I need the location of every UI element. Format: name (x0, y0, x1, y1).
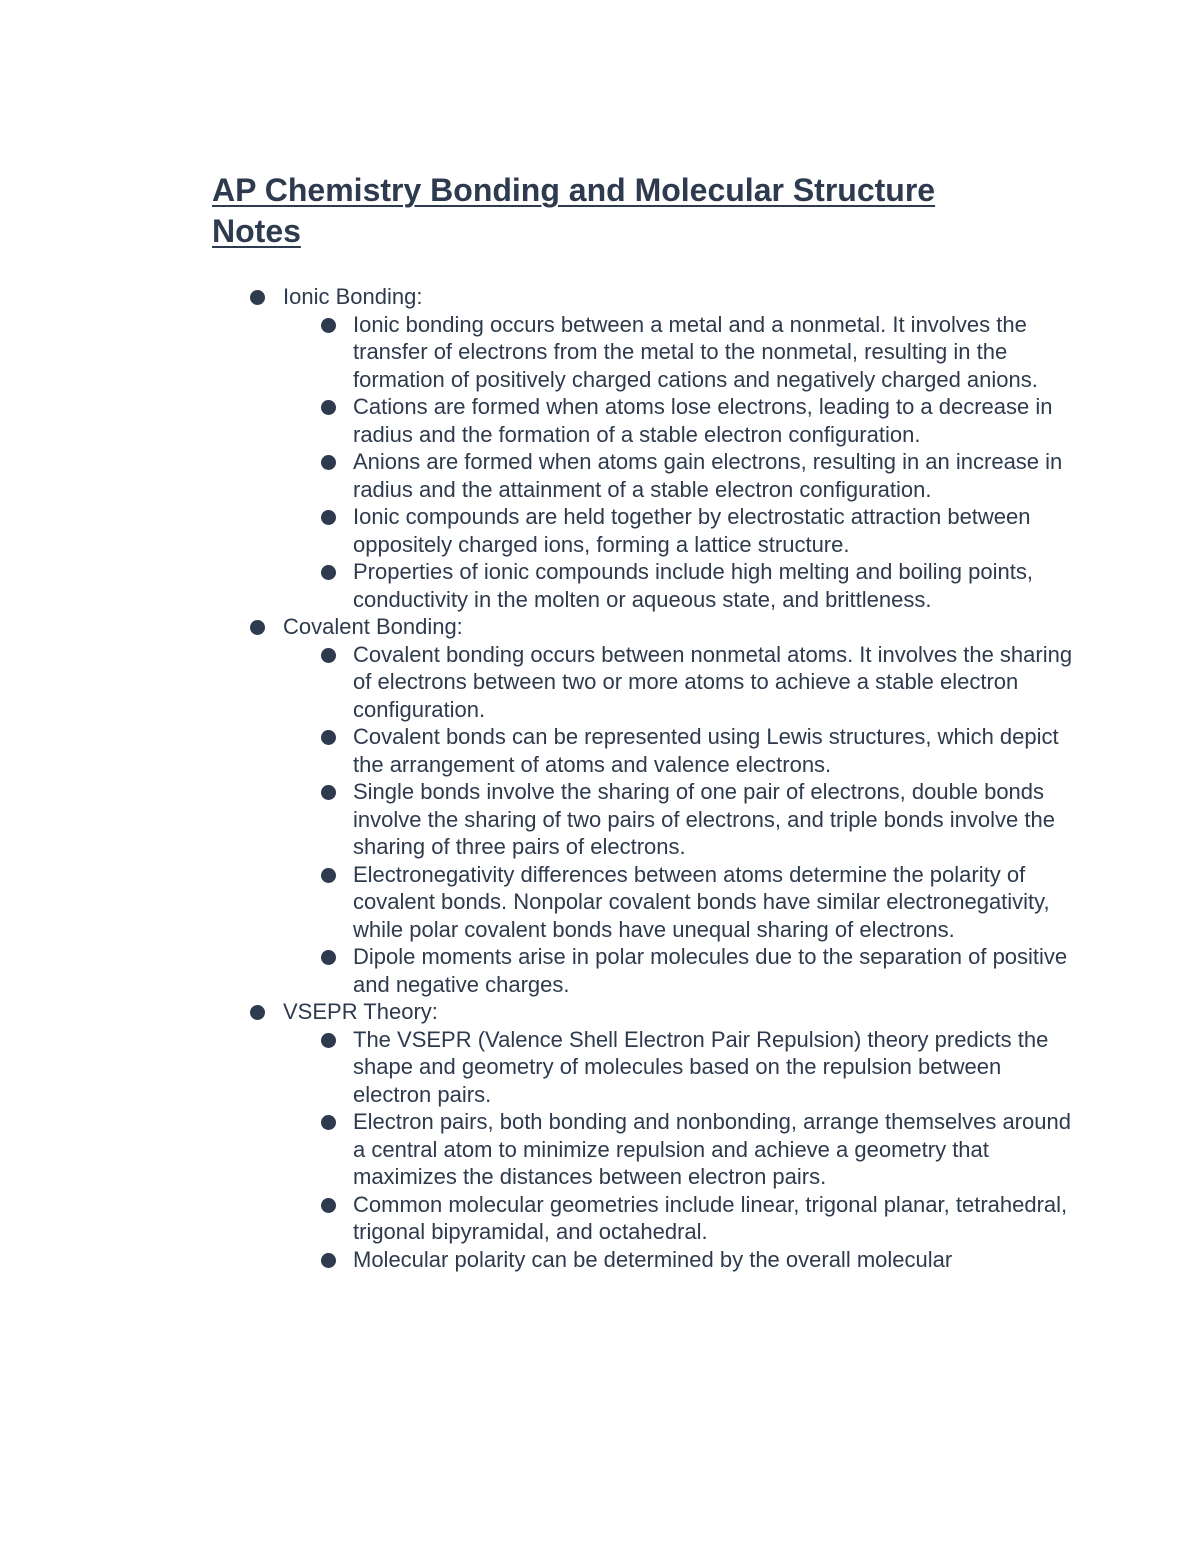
list-item (212, 1246, 1082, 1274)
bullet-icon (321, 1033, 336, 1048)
list-item (212, 1108, 1082, 1191)
list-item (212, 1026, 1082, 1109)
bullet-icon (321, 1198, 336, 1213)
bullet-icon (321, 1253, 336, 1268)
bullet-icon (321, 785, 336, 800)
page-title: AP Chemistry Bonding and Molecular Structure Notes (212, 172, 936, 249)
list-item-text: Common molecular geometries include linear, trigonal planar, tetrahedral, trigonal bipyramidal, and octahedral. (353, 1191, 1068, 1244)
bullet-icon (321, 400, 336, 415)
section-heading: VSEPR Theory: (283, 999, 438, 1024)
list-item (212, 503, 1082, 558)
list-item-text: Dipole moments arise in polar molecules due to the separation of positive and negative charges. (353, 944, 1068, 997)
list-item (212, 311, 1082, 394)
section-heading: Ionic Bonding: (283, 284, 423, 309)
bullet-icon (321, 510, 336, 525)
list-item (212, 558, 1082, 613)
section-list (212, 283, 1082, 1273)
list-item (212, 778, 1082, 861)
bullet-icon (321, 868, 336, 883)
section-ionic-bonding (212, 283, 1082, 613)
bullet-icon (321, 455, 336, 470)
bullet-list (283, 1026, 1082, 1274)
bullet-icon (321, 950, 336, 965)
bullet-icon (250, 290, 265, 305)
notes-outline (212, 283, 1082, 1273)
list-item (212, 723, 1082, 778)
list-item (212, 861, 1082, 944)
section-heading: Covalent Bonding: (283, 614, 463, 639)
section-covalent-bonding (212, 613, 1082, 998)
list-item-text: Electronegativity differences between atoms determine the polarity of covalent bonds. Nonpolar covalent bonds have similar electronegativity, while polar covalent bonds have unequal sharing of electrons. (353, 861, 1050, 942)
list-item (212, 943, 1082, 998)
list-item-text: Ionic bonding occurs between a metal and a nonmetal. It involves the transfer of electrons from the metal to the nonmetal, resulting in the formation of positively charged cations and negatively charged anions. (353, 311, 1038, 392)
bullet-icon (250, 1005, 265, 1020)
list-item (212, 448, 1082, 503)
bullet-icon (250, 620, 265, 635)
list-item (212, 641, 1082, 724)
list-item-text: Electron pairs, both bonding and nonbonding, arrange themselves around a central atom to minimize repulsion and achieve a geometry that maximizes the distances between electron pairs. (353, 1109, 1071, 1189)
bullet-icon (321, 648, 336, 663)
list-item-text: Covalent bonds can be represented using Lewis structures, which depict the arrangement of atoms and valence electrons. (353, 724, 1059, 777)
list-item-text: Properties of ionic compounds include high melting and boiling points, conductivity in the molten or aqueous state, and brittleness. (353, 559, 1033, 612)
list-item (212, 1191, 1082, 1246)
bullet-list (283, 311, 1082, 614)
bullet-list (283, 641, 1082, 999)
list-item-text: Molecular polarity can be determined by the overall molecular (353, 1246, 953, 1272)
list-item (212, 393, 1082, 448)
list-item-text: Anions are formed when atoms gain electrons, resulting in an increase in radius and the attainment of a stable electron configuration. (353, 449, 1063, 502)
list-item-text: Covalent bonding occurs between nonmetal atoms. It involves the sharing of electrons between two or more atoms to achieve a stable electron configuration. (353, 641, 1073, 722)
section-vsepr-theory (212, 998, 1082, 1273)
bullet-icon (321, 730, 336, 745)
list-item-text: Ionic compounds are held together by electrostatic attraction between oppositely charged ions, forming a lattice structure. (353, 504, 1031, 557)
bullet-icon (321, 565, 336, 580)
bullet-icon (321, 318, 336, 333)
bullet-icon (321, 1115, 336, 1130)
list-item-text: Single bonds involve the sharing of one pair of electrons, double bonds involve the sharing of two pairs of electrons, and triple bonds involve the sharing of three pairs of electrons. (353, 779, 1055, 859)
list-item-text: Cations are formed when atoms lose electrons, leading to a decrease in radius and the formation of a stable electron configuration. (353, 394, 1053, 447)
list-item-text: The VSEPR (Valence Shell Electron Pair Repulsion) theory predicts the shape and geometry of molecules based on the repulsion between electron pairs. (353, 1026, 1049, 1107)
